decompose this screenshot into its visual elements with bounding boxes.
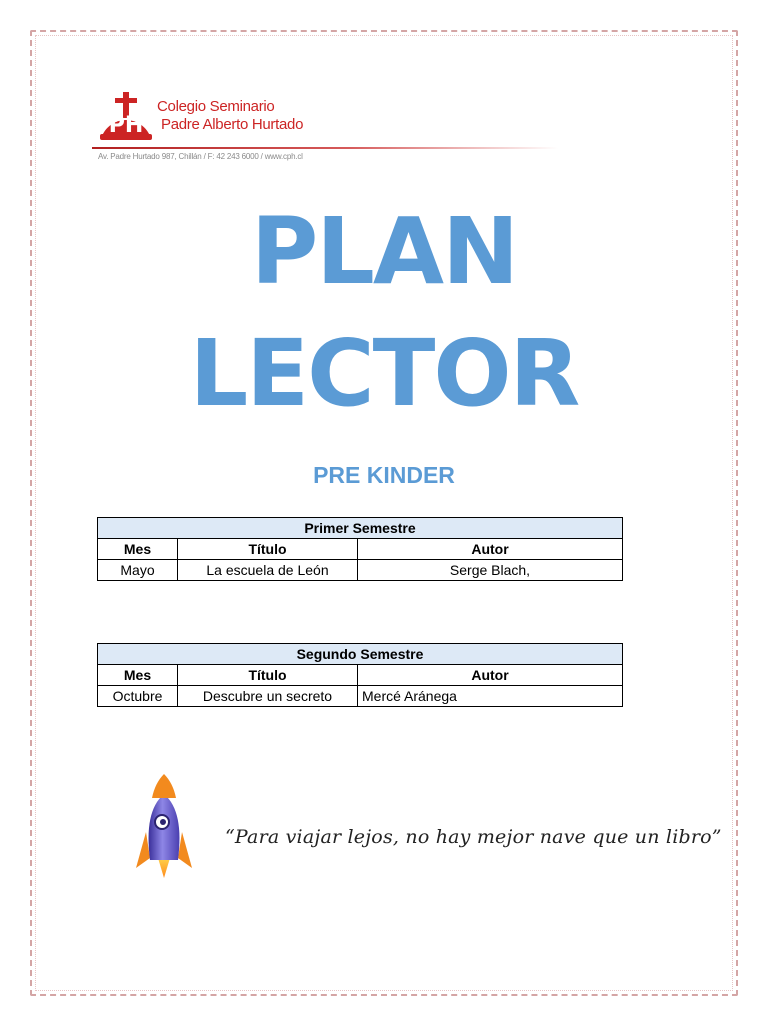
column-header-mes: Mes	[98, 539, 178, 560]
semester-heading: Primer Semestre	[98, 518, 623, 539]
title-line1: PLAN	[250, 198, 518, 305]
cell-autor: Mercé Aránega	[358, 686, 623, 707]
school-logo-icon	[98, 90, 154, 142]
school-name	[157, 98, 303, 134]
svg-text:PH: PH	[108, 113, 144, 138]
grade-level: PRE KINDER	[313, 462, 455, 488]
school-name-line2: Padre Alberto Hurtado	[161, 116, 304, 133]
column-header-titulo: Título	[178, 539, 358, 560]
column-header-autor: Autor	[358, 665, 623, 686]
column-header-autor: Autor	[358, 539, 623, 560]
column-header-mes: Mes	[98, 665, 178, 686]
column-header-titulo: Título	[178, 665, 358, 686]
semester-table-2	[97, 643, 623, 707]
title-line2: LECTOR	[189, 320, 579, 427]
rocket-icon	[132, 772, 196, 882]
cell-mes: Octubre	[98, 686, 178, 707]
cell-titulo: La escuela de León	[178, 560, 358, 581]
letterhead-divider	[92, 147, 558, 149]
cell-mes: Mayo	[98, 560, 178, 581]
semester-table-1	[97, 517, 623, 581]
cell-autor: Serge Blach,	[358, 560, 623, 581]
school-address: Av. Padre Hurtado 987, Chillán / F: 42 243 6000 / www.cph.cl	[98, 152, 303, 161]
table-row	[98, 686, 623, 707]
cell-titulo: Descubre un secreto	[178, 686, 358, 707]
table-row	[98, 560, 623, 581]
semester-heading: Segundo Semestre	[98, 644, 623, 665]
school-name-line1: Colegio Seminario	[157, 98, 275, 115]
quote-text: “Para viajar lejos, no hay mejor nave que un libro”	[225, 826, 722, 848]
